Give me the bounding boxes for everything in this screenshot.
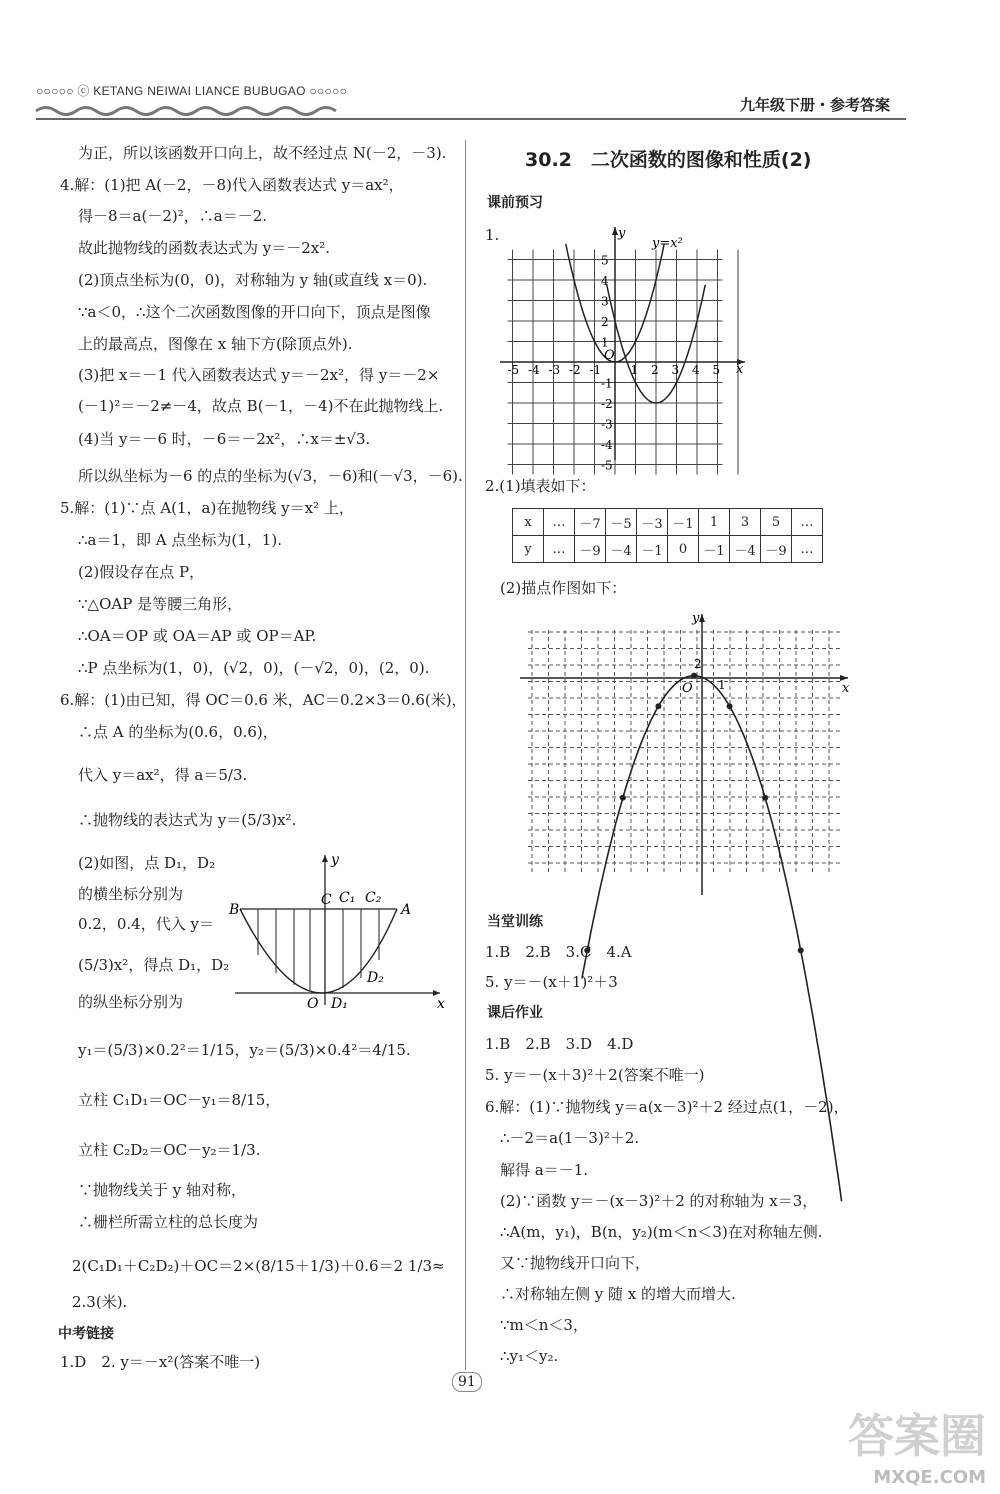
text-line: 的横坐标分别为 (78, 885, 184, 903)
answer-line: 6.解：(1)∵抛物线 y＝a(x－3)²＋2 经过点(1，－2)， (485, 1098, 849, 1116)
table-cell: －5 (606, 509, 637, 536)
graph2-y-arrow-icon (699, 614, 705, 622)
graph1-tick-labels (508, 254, 721, 473)
graph2-grid (528, 630, 840, 875)
fence-figure (225, 850, 450, 1010)
question-2-part2: (2)描点作图如下： (500, 579, 627, 597)
text-line: ∴P 点坐标为(1，0)，(√2，0)，(－√2，0)，(2，0). (78, 659, 430, 677)
y-tick-label: -1 (601, 376, 613, 391)
text-line: 为正，所以该函数开口向上，故不经过点 N(－2，－3). (78, 144, 447, 162)
answer-line: (2)∵函数 y＝－(x－3)²＋2 的对称轴为 x＝3， (500, 1192, 818, 1210)
heading-in-class: 当堂训练 (487, 914, 543, 930)
text-line: 上的最高点，图像在 x 轴下方(除顶点外). (78, 335, 353, 353)
graph1-origin: O (604, 348, 615, 363)
graph2-origin: O (682, 681, 693, 696)
header-series-title: ○○○○○ ⓒ KETANG NEIWAI LIANCE BUBUGAO ○○○○○ (36, 84, 348, 98)
text-line: ∵△OAP 是等腰三角形， (78, 595, 243, 613)
text-line: 故此抛物线的函数表达式为 y＝－2x². (78, 239, 331, 257)
graph2-label-x: x (842, 681, 850, 696)
y-tick-label: 5 (601, 253, 609, 268)
header-decoration (36, 104, 336, 118)
x-tick-label: -4 (528, 363, 540, 377)
text-line: 2.3(米). (72, 1293, 128, 1311)
value-table (512, 508, 823, 563)
table-cell: －7 (575, 509, 606, 536)
table-cell: －9 (761, 536, 792, 563)
label-c: C (321, 892, 332, 908)
table-cell: －3 (637, 509, 668, 536)
table-cell: －4 (606, 536, 637, 563)
answer-line: 5. y＝－(x＋1)²＋3 (485, 973, 618, 991)
header-book-title: 九年级下册・参考答案 (739, 96, 890, 114)
watermark-url: MXQE.COM (873, 1467, 986, 1488)
answer-line: ∴对称轴左侧 y 随 x 的增大而增大. (500, 1285, 736, 1303)
answer-line: 5. y＝－(x＋3)²＋2(答案不唯一) (485, 1066, 705, 1084)
text-line: ∴点 A 的坐标为(0.6，0.6)， (78, 723, 278, 741)
question-2-part1: 2.(1)填表如下： (485, 477, 596, 495)
answer-line: 1.B 2.B 3.D 4.D (485, 1035, 634, 1053)
fence-posts (258, 909, 379, 990)
answer-line: ∴－2＝a(1－3)²＋2. (500, 1129, 640, 1147)
text-line: 立柱 C₂D₂＝OC－y₂＝1/3. (78, 1141, 261, 1159)
question-1: 1. (485, 226, 500, 244)
x-tick-label: 2 (651, 363, 659, 377)
page-number: 91 (452, 1372, 482, 1392)
table-cell: y (513, 536, 544, 563)
graph-downward-parabola (520, 610, 855, 900)
label-a: A (401, 902, 412, 918)
header-rule (36, 118, 906, 120)
x-tick-label: 4 (692, 363, 700, 377)
text-line: 4.解：(1)把 A(－2，－8)代入函数表达式 y＝ax²， (60, 176, 404, 194)
label-c2: C₂ (365, 890, 382, 906)
section-heading: 中考链接 (58, 1326, 114, 1342)
heading-preview: 课前预习 (487, 195, 543, 211)
text-line: 的纵坐标分别为 (78, 993, 184, 1011)
plotted-points (584, 673, 803, 954)
x-tick-label: -3 (548, 363, 561, 377)
y-tick-label: 4 (601, 274, 609, 288)
answer-line: 又∵抛物线开口向下， (500, 1254, 651, 1272)
label-o: O (307, 996, 319, 1012)
x-tick-label: -1 (589, 363, 602, 377)
label-d1: D₁ (331, 996, 348, 1012)
text-line: 5.解：(1)∵点 A(1，a)在抛物线 y＝x² 上， (60, 499, 354, 517)
x-tick-label: 5 (712, 363, 721, 377)
answer-line: ∵m＜n＜3， (500, 1316, 588, 1334)
text-line: ∴抛物线的表达式为 y＝(5/3)x². (78, 811, 297, 829)
text-line: (3)把 x＝－1 代入函数表达式 y＝－2x²，得 y＝－2× (78, 366, 440, 384)
text-line: ∵抛物线关于 y 轴对称， (78, 1181, 247, 1199)
graph2-label-y: y (692, 611, 700, 626)
y-axis-arrow-icon (322, 855, 328, 862)
text-line: (5/3)x²，得点 D₁，D₂ (78, 956, 230, 974)
table-cell: 0 (668, 536, 699, 563)
text-line: 立柱 C₁D₁＝OC－y₁＝8/15， (78, 1091, 281, 1109)
text-line: 代入 y＝ax²，得 a＝5/3. (78, 766, 248, 784)
watermark-logo: 答案圈 (848, 1409, 986, 1463)
data-point (620, 795, 626, 801)
graph2-tick-2: 2 (694, 657, 702, 671)
text-line: y₁＝(5/3)×0.2²＝1/15，y₂＝(5/3)×0.4²＝4/15. (78, 1041, 411, 1059)
parabola-curve (582, 676, 842, 1202)
table-cell: … (544, 536, 575, 563)
text-line: (2)如图，点 D₁，D₂ (78, 854, 216, 872)
text-line: ∴栅栏所需立柱的总长度为 (78, 1213, 259, 1231)
heading-homework: 课后作业 (487, 1005, 543, 1021)
text-line: 6.解：(1)由已知，得 OC＝0.6 米，AC＝0.2×3＝0.6(米)， (60, 691, 467, 709)
table-cell: －1 (699, 536, 730, 563)
x-tick-label: -2 (569, 363, 581, 377)
text-line: (－1)²＝－2≠－4，故点 B(－1，－4)不在此抛物线上. (78, 397, 444, 415)
table-cell: 3 (730, 509, 761, 536)
label-x: x (437, 996, 445, 1012)
text-line: ∴a＝1，即 A 点坐标为(1，1). (78, 531, 282, 549)
table-cell: … (792, 536, 823, 563)
table-cell: －9 (575, 536, 606, 563)
y-tick-label: 1 (601, 335, 609, 350)
graph1-curve-label: y=x² (652, 236, 683, 251)
section-title: 30.2 二次函数的图像和性质(2) (525, 149, 812, 171)
text-line: 所以纵坐标为－6 的点的坐标为(√3，－6)和(－√3，－6). (78, 467, 463, 485)
table-cell: －1 (637, 536, 668, 563)
data-point (798, 947, 804, 953)
text-line: 得－8＝a(－2)²，∴a＝－2. (78, 207, 268, 225)
x-tick-label: 3 (671, 363, 680, 377)
answer-line: 1.B 2.B 3.C 4.A (485, 943, 632, 961)
table-row (513, 536, 823, 563)
answer-line: ∴y₁＜y₂. (500, 1347, 559, 1365)
data-point (691, 673, 697, 679)
y-tick-label: -4 (601, 438, 613, 452)
label-c1: C₁ (339, 890, 356, 906)
graph1-label-x: x (736, 362, 744, 377)
y-tick-label: 2 (601, 315, 609, 329)
label-y: y (331, 852, 339, 868)
data-point (655, 703, 661, 709)
table-cell: 1 (699, 509, 730, 536)
text-line: 0.2，0.4，代入 y＝ (78, 915, 214, 933)
column-divider (465, 140, 466, 1370)
data-point (762, 795, 768, 801)
x-tick-label: -5 (507, 363, 520, 377)
answer-line: ∴A(m，y₁)，B(n，y₂)(m＜n＜3)在对称轴左侧. (500, 1223, 823, 1241)
x-tick-label: 1 (630, 363, 639, 377)
y-tick-label: -5 (601, 458, 613, 473)
label-d2: D₂ (367, 970, 384, 986)
table-cell: … (544, 509, 575, 536)
text-line: 2(C₁D₁＋C₂D₂)＋OC＝2×(8/15＋1/3)＋0.6＝2 1/3≈ (72, 1257, 445, 1275)
table-cell: 5 (761, 509, 792, 536)
table-cell: －1 (668, 509, 699, 536)
table-cell: … (792, 509, 823, 536)
graph-y-equals-x-squared (500, 225, 760, 473)
text-line: 1.D 2. y＝－x²(答案不唯一) (60, 1353, 261, 1371)
text-line: ∵a＜0，∴这个二次函数图像的开口向下，顶点是图像 (78, 303, 431, 321)
y-tick-label: -2 (601, 397, 613, 411)
graph2-tick-1: 1 (718, 678, 726, 692)
table-cell: －4 (730, 536, 761, 563)
text-line: ∴OA＝OP 或 OA＝AP 或 OP＝AP. (78, 627, 317, 645)
answer-line: 解得 a＝－1. (500, 1161, 589, 1179)
text-line: (4)当 y＝－6 时，－6＝－2x²，∴x＝±√3. (78, 430, 371, 448)
text-line: (2)顶点坐标为(0，0)，对称轴为 y 轴(或直线 x＝0). (78, 271, 428, 289)
y-tick-label: -3 (601, 417, 613, 432)
label-b: B (229, 902, 240, 918)
table-cell: x (513, 509, 544, 536)
text-line: (2)假设存在点 P， (78, 563, 205, 581)
y-tick-label: 3 (601, 294, 609, 309)
graph1-label-y: y (618, 226, 626, 241)
table-row (513, 509, 823, 536)
data-point (727, 703, 733, 709)
